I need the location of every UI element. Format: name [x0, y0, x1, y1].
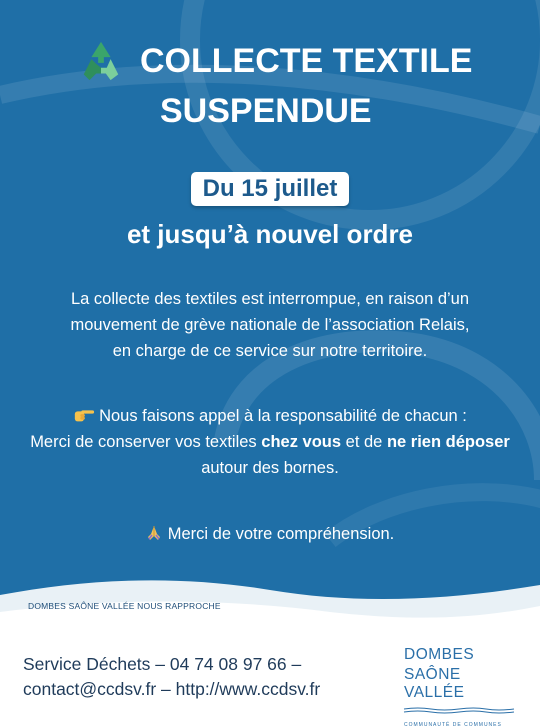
- paragraph-2-text-c: et de: [341, 433, 387, 451]
- paragraph-2: [0, 403, 540, 481]
- footer-contact: [23, 652, 320, 702]
- logo-tagline: COMMUNAUTÉ DE COMMUNES: [404, 722, 502, 728]
- title-line-1: [78, 36, 472, 86]
- paragraph-3-text: Merci de votre compréhension.: [167, 525, 395, 543]
- dombes-saone-vallee-logo: [404, 646, 524, 728]
- paragraph-3: [0, 521, 540, 547]
- paragraph-1: [0, 286, 540, 364]
- paragraph-2-line-2: [0, 429, 540, 455]
- paragraph-2-line-1: [0, 403, 540, 429]
- paragraph-2-text-a: Merci de conserver vos textiles: [30, 433, 262, 451]
- praying-hands-icon: [146, 525, 162, 541]
- contact-line-2: contact@ccdsv.fr – http://www.ccdsv.fr: [23, 679, 321, 699]
- subtitle: et jusqu’à nouvel ordre: [126, 219, 414, 249]
- slogan: DOMBES SAÔNE VALLÉE NOUS RAPPROCHE: [28, 601, 221, 611]
- emphasis-deposit-nothing: ne rien déposer: [386, 433, 510, 451]
- emphasis-at-home: chez vous: [261, 433, 342, 451]
- logo-wave-icon: [404, 707, 514, 715]
- pointing-hand-icon: [73, 406, 95, 424]
- title-text-1: COLLECTE TEXTILE: [140, 42, 473, 80]
- date-badge: Du 15 juillet: [191, 172, 350, 206]
- paragraph-2-line-3: autour des bornes.: [201, 459, 339, 477]
- paragraph-1-line-2: mouvement de grève nationale de l’association Relais,: [70, 316, 470, 334]
- paragraph-1-line-1: La collecte des textiles est interrompue, en raison d’un: [70, 290, 470, 308]
- logo-line-2: SAÔNE VALLÉE: [404, 666, 465, 701]
- contact-line-1: Service Déchets – 04 74 08 97 66 –: [23, 654, 302, 674]
- logo-line-1: DOMBES: [404, 646, 475, 663]
- recycle-icon: [78, 38, 124, 84]
- paragraph-1-line-3: en charge de ce service sur notre territoire.: [112, 342, 428, 360]
- date-badge-container: [0, 172, 540, 206]
- paragraph-2-line-1-text: Nous faisons appel à la responsabilité de chacun :: [99, 407, 467, 425]
- title-line-2: SUSPENDUE: [160, 92, 372, 130]
